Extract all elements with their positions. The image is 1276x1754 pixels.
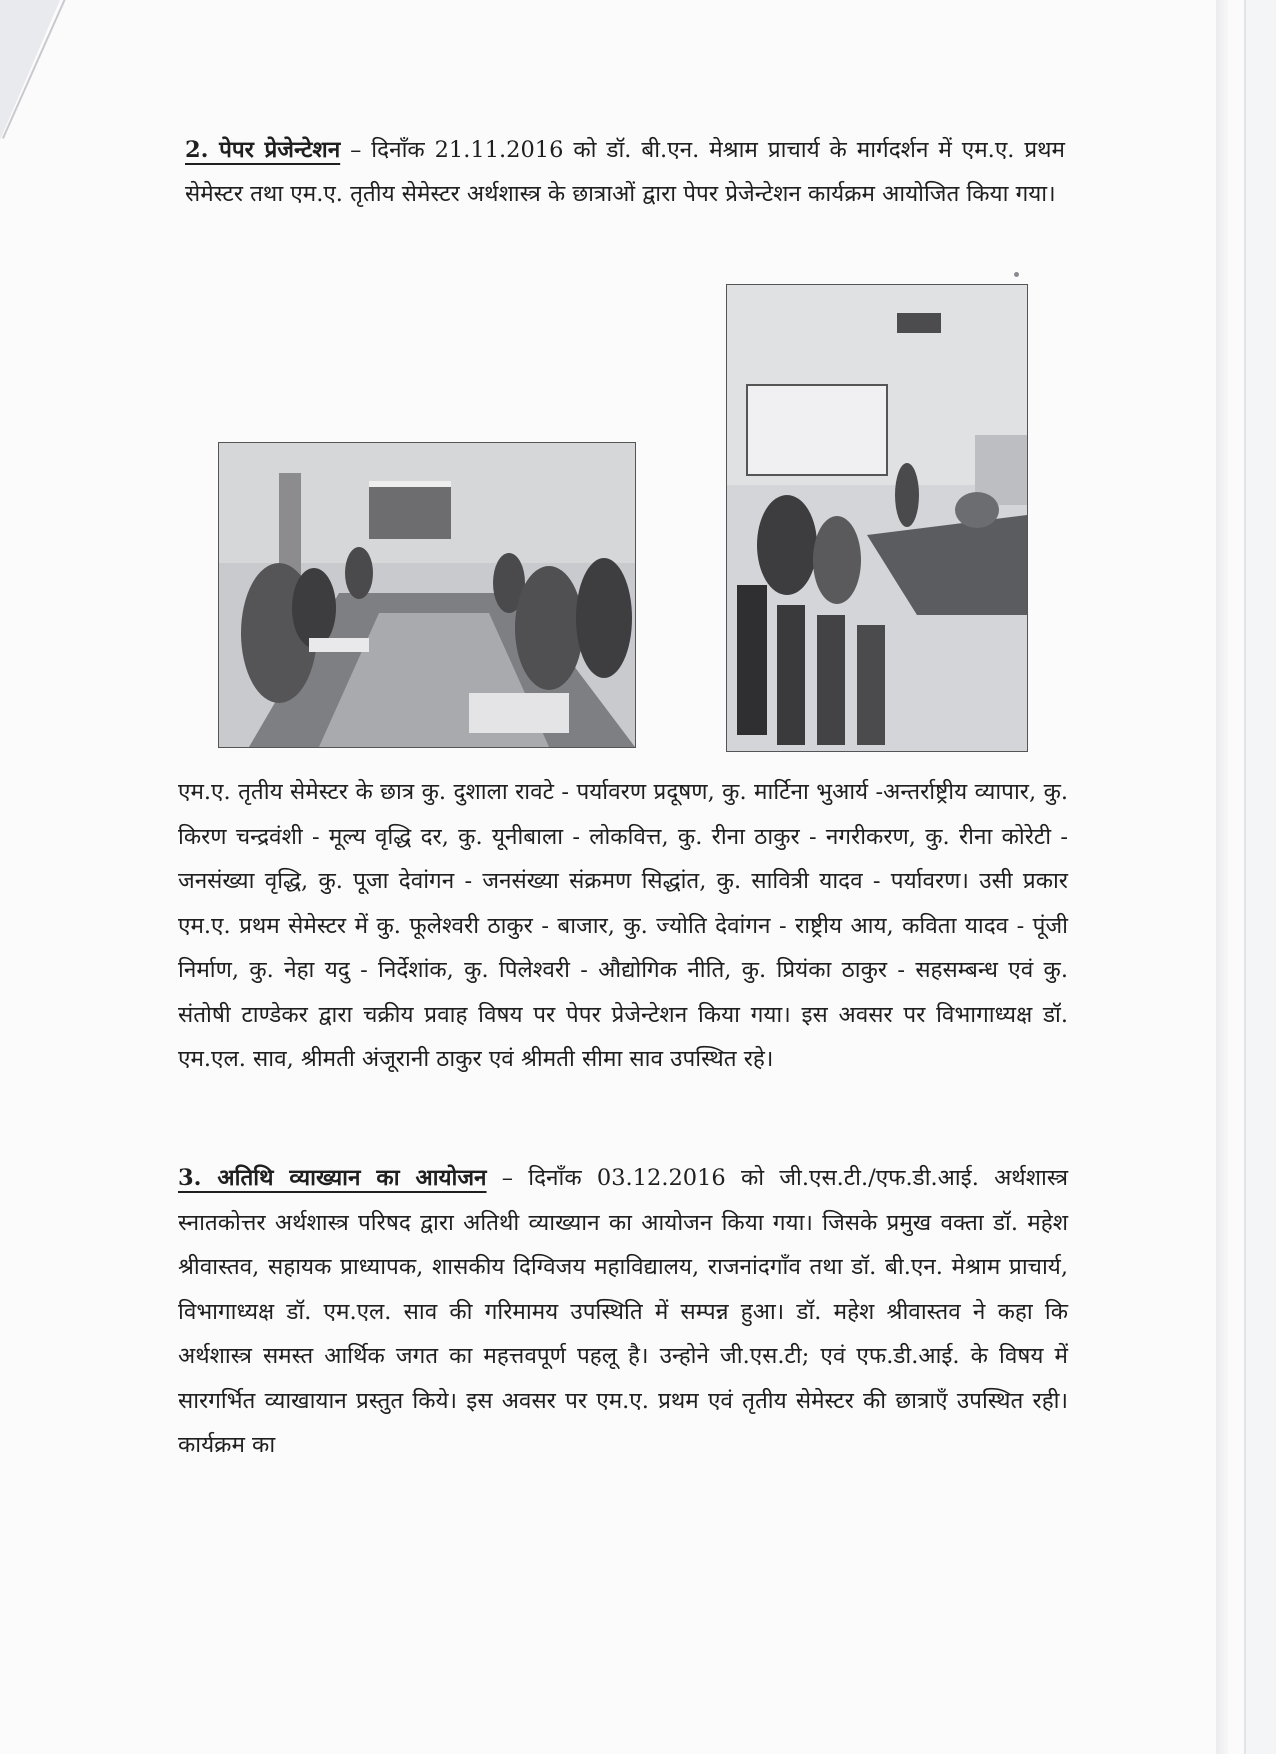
section-3-heading: 3. अतिथि व्याख्यान का आयोजन: [178, 1165, 487, 1191]
classroom-photo-right: [726, 284, 1028, 752]
classroom-photo-right-image: [727, 285, 1027, 751]
scan-speck: [1014, 272, 1019, 277]
section-2-body: – दिनाँक 21.11.2016 को डॉ. बी.एन. मेश्राम प्राचार्य के मार्गदर्शन में एम.ए. प्रथम सेमेस्टर तथा एम.ए. तृतीय सेमेस्टर अर्थशास्त्र के छात्राओं द्वारा पेपर प्रेजेन्टेशन कार्यक्रम आयोजित किया गया।: [185, 137, 1066, 207]
classroom-photo-left-image: [219, 443, 635, 747]
section-3-body: – दिनाँक 03.12.2016 को जी.एस.टी./एफ.डी.आई. अर्थशास्त्र स्नातकोत्तर अर्थशास्त्र परिषद द्वारा अतिथी व्याख्यान का आयोजन किया गया। जिसके प्रमुख वक्ता डॉ. महेश श्रीवास्तव, सहायक प्राध्यापक, शासकीय दिग्विजय महाविद्यालय, राजनांदगाँव तथा डॉ. बी.एन. मेश्राम प्राचार्य, विभागाध्यक्ष डॉ. एम.एल. साव की गरिमामय उपस्थिति में सम्पन्न हुआ। डॉ. महेश श्रीवास्तव ने कहा कि अर्थशास्त्र समस्त आर्थिक जगत का महत्तवपूर्ण पहलू है। उन्होने जी.एस.टी; एवं एफ.डी.आई. के विषय में सारगर्भित व्याखायान प्रस्तुत किये। इस अवसर पर एम.ए. प्रथम एवं तृतीय सेमेस्टर की छात्राएँ उपस्थित रही। कार्यक्रम का: [178, 1165, 1068, 1458]
section-2-heading: 2. पेपर प्रेजेन्टेशन: [185, 137, 341, 163]
classroom-photo-left: [218, 442, 636, 748]
section-2-paragraph: [185, 128, 1065, 216]
presentation-list-paragraph: एम.ए. तृतीय सेमेस्टर के छात्र कु. दुशाला रावटे - पर्यावरण प्रदूषण, कु. मार्टिना भुआर्य -अन्तर्राष्ट्रीय व्यापार, कु. किरण चन्द्रवंशी - मूल्य वृद्धि दर, कु. यूनीबाला - लोकवित्त, कु. रीना ठाकुर - नगरीकरण, कु. रीना कोरेटी - जनसंख्या वृद्धि, कु. पूजा देवांगन - जनसंख्या संक्रमण सिद्धांत, कु. सावित्री यादव - पर्यावरण। उसी प्रकार एम.ए. प्रथम सेमेस्टर में कु. फूलेश्वरी ठाकुर - बाजार, कु. ज्योति देवांगन - राष्ट्रीय आय, कविता यादव - पूंजी निर्माण, कु. नेहा यदु - निर्देशांक, कु. पिलेश्वरी - औद्योगिक नीति, कु. प्रियंका ठाकुर - सहसम्बन्ध एवं कु. संतोषी टाण्डेकर द्वारा चक्रीय प्रवाह विषय पर पेपर प्रेजेन्टेशन किया गया। इस अवसर पर विभागाध्यक्ष डॉ. एम.एल. साव, श्रीमती अंजूरानी ठाकुर एवं श्रीमती सीमा साव उपस्थित रहे।: [178, 779, 1068, 1072]
folded-corner: [0, 0, 60, 140]
page-edge: [1216, 0, 1228, 1754]
section-3-paragraph: [178, 1156, 1068, 1468]
